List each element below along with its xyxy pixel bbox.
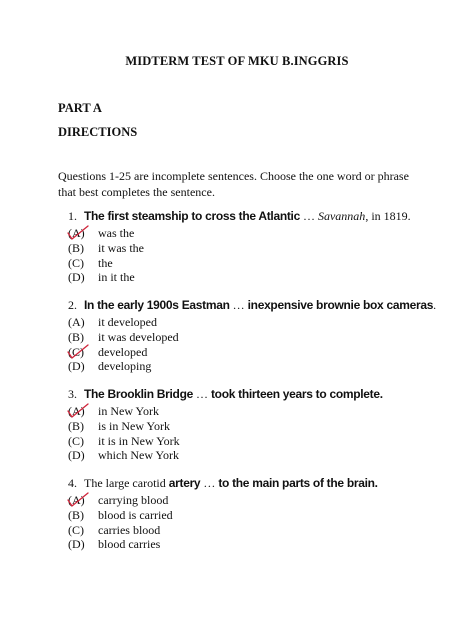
option-text: it was the bbox=[98, 240, 144, 255]
option-text: developed bbox=[98, 344, 148, 359]
instructions-text: Questions 1-25 are incomplete sentences. Choose the one word or phrase that best completes the sentence. bbox=[58, 169, 409, 199]
option-text: in New York bbox=[98, 404, 160, 418]
option-letter bbox=[68, 523, 98, 538]
option-letter-text: (D) bbox=[68, 448, 85, 463]
option-letter bbox=[68, 226, 98, 241]
option-text: it is in New York bbox=[98, 433, 180, 448]
option-text: which New York bbox=[98, 448, 179, 463]
question-2 bbox=[68, 297, 448, 374]
option-letter-text: (C) bbox=[68, 522, 84, 537]
option-letter bbox=[68, 345, 98, 360]
question-text-part: … bbox=[200, 476, 219, 490]
answer-option bbox=[68, 330, 448, 345]
question-number: 2. bbox=[68, 298, 77, 312]
option-letter bbox=[68, 537, 98, 552]
option-letter bbox=[68, 241, 98, 256]
option-letter-text: (A) bbox=[68, 493, 85, 507]
answer-option bbox=[68, 315, 448, 330]
question-text-part: The large carotid bbox=[84, 476, 169, 490]
question-text-part: artery bbox=[168, 476, 201, 490]
question-4 bbox=[68, 475, 448, 552]
question-text bbox=[84, 476, 378, 490]
question-text-part: , in 1819. bbox=[365, 209, 411, 223]
answer-option bbox=[68, 508, 448, 523]
question-text-part: to the main parts of the brain. bbox=[218, 476, 378, 490]
question-number: 4. bbox=[68, 476, 77, 490]
option-letter bbox=[68, 404, 98, 419]
option-letter-text: (A) bbox=[68, 404, 85, 418]
answer-option bbox=[68, 434, 448, 449]
option-letter-text: (B) bbox=[68, 418, 84, 433]
option-letter bbox=[68, 330, 98, 345]
document-title: MIDTERM TEST OF MKU B.INGGRIS bbox=[125, 54, 349, 68]
question-text bbox=[84, 209, 411, 223]
answer-option bbox=[68, 537, 448, 552]
answer-option bbox=[68, 270, 448, 285]
option-letter-text: (C) bbox=[68, 255, 84, 270]
answer-option bbox=[68, 226, 448, 241]
option-letter-text: (D) bbox=[68, 359, 85, 374]
question-number: 3. bbox=[68, 387, 77, 401]
answer-option bbox=[68, 256, 448, 271]
option-text: in it the bbox=[98, 270, 135, 285]
option-letter bbox=[68, 508, 98, 523]
answer-option bbox=[68, 419, 448, 434]
question-text-part: … bbox=[299, 209, 318, 223]
option-letter-text: (D) bbox=[68, 537, 85, 552]
option-text: blood is carried bbox=[98, 507, 173, 522]
option-text: carries blood bbox=[98, 522, 161, 537]
option-letter bbox=[68, 315, 98, 330]
part-heading: PART A bbox=[58, 101, 102, 115]
option-text: it developed bbox=[98, 315, 157, 329]
answer-option bbox=[68, 241, 448, 256]
question-text-part: The first steamship to cross the Atlantic bbox=[84, 209, 300, 223]
question-text-part: Savannah bbox=[317, 209, 366, 223]
option-letter bbox=[68, 419, 98, 434]
question-1 bbox=[68, 208, 448, 285]
option-letter-text: (B) bbox=[68, 329, 84, 344]
question-number: 1. bbox=[68, 209, 77, 223]
option-letter bbox=[68, 448, 98, 463]
question-text bbox=[84, 387, 383, 401]
option-text: carrying blood bbox=[98, 493, 169, 507]
option-letter-text: (D) bbox=[68, 270, 85, 285]
question-text-part: … bbox=[229, 298, 248, 312]
answer-option bbox=[68, 345, 448, 360]
option-letter-text: (A) bbox=[68, 315, 85, 329]
answer-option bbox=[68, 523, 448, 538]
option-letter bbox=[68, 493, 98, 508]
option-letter bbox=[68, 270, 98, 285]
option-letter bbox=[68, 256, 98, 271]
question-text-part: The Brooklin Bridge bbox=[84, 387, 193, 401]
question-text-part: In the early 1900s Eastman bbox=[84, 298, 230, 312]
question-stem bbox=[68, 297, 448, 315]
question-stem bbox=[68, 386, 448, 404]
option-text: developing bbox=[98, 359, 152, 374]
answer-option bbox=[68, 404, 448, 419]
question-stem bbox=[68, 475, 448, 493]
question-3 bbox=[68, 386, 448, 463]
answer-option bbox=[68, 493, 448, 508]
question-text bbox=[84, 298, 436, 312]
option-text: was the bbox=[98, 226, 135, 240]
answer-option bbox=[68, 359, 448, 374]
option-text: is in New York bbox=[98, 418, 171, 433]
option-letter bbox=[68, 434, 98, 449]
option-letter bbox=[68, 359, 98, 374]
question-text-part: took thirteen years to complete. bbox=[210, 387, 383, 401]
option-text: the bbox=[98, 255, 113, 270]
option-letter-text: (B) bbox=[68, 240, 84, 255]
option-letter-text: (A) bbox=[68, 226, 85, 240]
option-text: blood carries bbox=[98, 537, 161, 552]
option-letter-text: (C) bbox=[68, 344, 84, 359]
question-text-part: … bbox=[192, 387, 211, 401]
option-letter-text: (C) bbox=[68, 433, 84, 448]
option-letter-text: (B) bbox=[68, 507, 84, 522]
directions-heading: DIRECTIONS bbox=[58, 125, 138, 139]
question-text-part: inexpensive brownie box cameras bbox=[247, 298, 434, 312]
question-text-part: . bbox=[433, 298, 437, 312]
question-stem bbox=[68, 208, 448, 226]
answer-option bbox=[68, 448, 448, 463]
option-text: it was developed bbox=[98, 329, 179, 344]
